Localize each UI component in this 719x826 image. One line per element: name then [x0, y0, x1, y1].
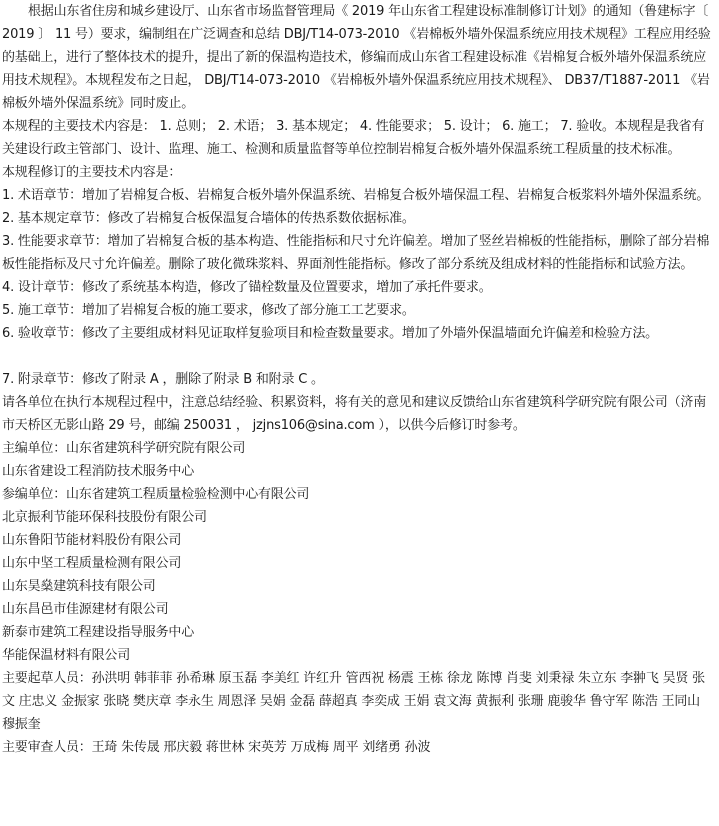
- chief-editor-unit: 主编单位：山东省建筑科学研究院有限公司: [2, 441, 246, 456]
- main-content-paragraph: 本规程的主要技术内容是： 1. 总则； 2. 术语； 3. 基本规定； 4. 性能要求； 5. 设计； 6. 施工； 7. 验收。本规程是我省有关建设行政主管部门、设计、监理、施工、检测和质量监督等单位控制岩棉复合板外墙外保温系统工程质量的技术标准。: [2, 119, 705, 157]
- revision-heading: 本规程修订的主要技术内容是：: [2, 165, 182, 180]
- revision-item-4: 4. 设计章节：修改了系统基本构造，修改了锚栓数量及位置要求，增加了承托件要求。: [2, 280, 492, 295]
- intro-paragraph: 根据山东省住房和城乡建设厅、山东省市场监督管理局《 2019 年山东省工程建设标准制修订计划》的通知（鲁建标字〔 2019 〕 11 号）要求，编制组在广泛调查和总结 DBJ/T14-073-2010 《岩棉板外墙外保温系统应用技术规程》工程应用经验的基础上，进行了整体技术的提升，提出了新的保温构造技术，修编而成山东省工程建设标准《岩棉复合板外墙外保温系统应用技术规程》。本规程发布之日起， DBJ/T14-073-2010 《岩棉板外墙外保温系统应用技术规程》、 DB37/T1887-2011 《岩棉板外墙外保温系统》同时废止。: [2, 4, 711, 111]
- participating-unit-5: 山东昊燊建筑科技有限公司: [2, 579, 156, 594]
- participating-unit-1: 参编单位：山东省建筑工程质量检验检测中心有限公司: [2, 487, 310, 502]
- participating-unit-3: 山东鲁阳节能材料股份有限公司: [2, 533, 182, 548]
- drafters-list: 主要起草人员：孙洪明 韩菲菲 孙希琳 原玉磊 李美红 许红升 管西祝 杨震 王栋 徐龙 陈博 肖斐 刘秉禄 朱立东 李翀飞 吴贤 张文 庄忠义 金振家 张晓 樊庆章 李永生 周恩泽 吴娟 金磊 薛超真 李奕成 王娟 袁文海 黄振利 张珊 鹿骏华 鲁守军 陈浩 王同山 穆振奎: [2, 671, 705, 732]
- blank-line: [2, 345, 715, 368]
- participating-unit-8: 华能保温材料有限公司: [2, 648, 131, 663]
- participating-unit-2: 北京振利节能环保科技股份有限公司: [2, 510, 207, 525]
- revision-item-5: 5. 施工章节：增加了岩棉复合板的施工要求，修改了部分施工工艺要求。: [2, 303, 415, 318]
- revision-item-2: 2. 基本规定章节：修改了岩棉复合板保温复合墙体的传热系数依据标准。: [2, 211, 415, 226]
- revision-item-3: 3. 性能要求章节：增加了岩棉复合板的基本构造、性能指标和尺寸允许偏差。增加了竖丝岩棉板的性能指标，删除了部分岩棉板性能指标及尺寸允许偏差。删除了玻化微珠浆料、界面剂性能指标。修改了部分系统及组成材料的性能指标和试验方法。: [2, 234, 710, 272]
- chief-editor-unit-2: 山东省建设工程消防技术服务中心: [2, 464, 195, 479]
- reviewers-list: 主要审查人员：王琦 朱传晟 邢庆毅 蒋世林 宋英芳 万成梅 周平 刘绪勇 孙波: [2, 740, 431, 755]
- feedback-paragraph: 请各单位在执行本规程过程中，注意总结经验、积累资料，将有关的意见和建议反馈给山东省建筑科学研究院有限公司（济南市天桥区无影山路 29 号，邮编 250031 ， jzjns106@sina.com ），以供今后修订时参考。: [2, 395, 707, 433]
- revision-item-7: 7. 附录章节：修改了附录 A ，删除了附录 B 和附录 C 。: [2, 372, 324, 387]
- participating-unit-4: 山东中坚工程质量检测有限公司: [2, 556, 182, 571]
- revision-item-6: 6. 验收章节：修改了主要组成材料见证取样复验项目和检查数量要求。增加了外墙外保温墙面允许偏差和检验方法。: [2, 326, 658, 341]
- participating-unit-7: 新泰市建筑工程建设指导服务中心: [2, 625, 195, 640]
- participating-unit-6: 山东昌邑市佳源建材有限公司: [2, 602, 169, 617]
- revision-item-1: 1. 术语章节：增加了岩棉复合板、岩棉复合板外墙外保温系统、岩棉复合板外墙保温工程、岩棉复合板浆料外墙外保温系统。: [2, 188, 710, 203]
